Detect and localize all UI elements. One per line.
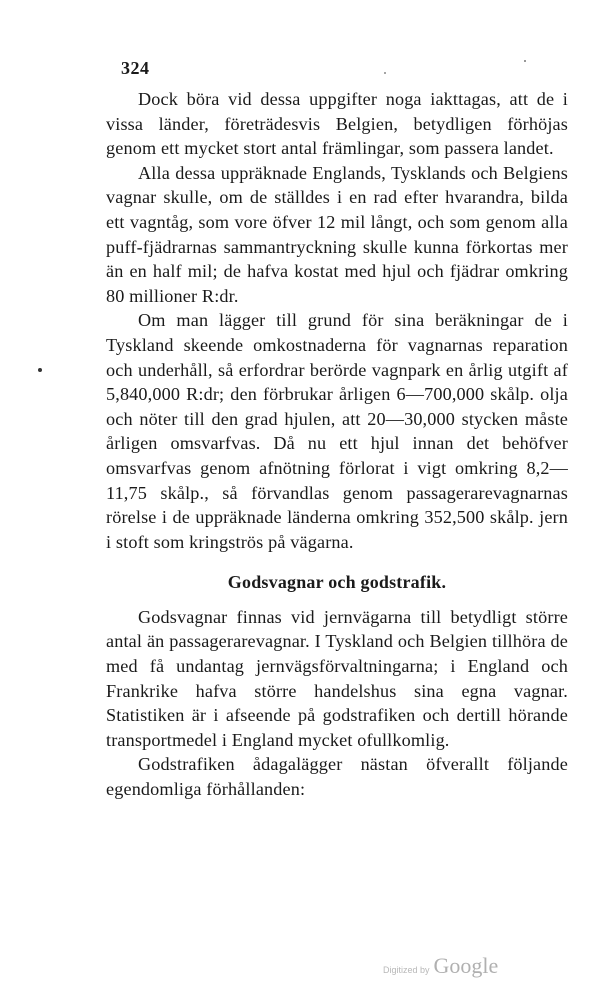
google-logo: Google bbox=[433, 953, 499, 978]
paragraph: Godsvagnar finnas vid jernvägarna till betydligt större antal än passagerarevagnar. I Tyskland och Belgien tillhöra de med få undantag jernvägsförvaltningarna; i England och Frankrike hafva större handelshus sina egna vagnar. Statistiken är i afseende på godstrafiken och dertill hörande transportmedel i England mycket ofullkomlig. bbox=[106, 606, 568, 750]
paragraph: Om man lägger till grund för sina beräkningar de i Tyskland skeende omkostnaderna för vagnarnas reparation och underhåll, så erfordrar berörde vagnpark en årlig utgift af 5,840,000 R:dr; den förbrukar årligen 6—700,000 skålp. olja och nöter till den grad hjulen, att 20—30,000 stycken måste årligen omsvarfvas. Då nu ett hjul innan det behöfver omsvarfvas genom afnötning förlorat i vigt omkring 8,2—11,75 skålp., så förvandlas genom passagerarevagnarnas rörelse i de uppräknade länderna omkring 352,500 skålp. jern i stoft som kringströs på vägarna. bbox=[106, 310, 568, 552]
margin-speck bbox=[38, 368, 42, 372]
digitization-watermark bbox=[383, 953, 498, 979]
body-text bbox=[106, 87, 568, 802]
margin-speck bbox=[524, 60, 526, 62]
section-heading: Godsvagnar och godstrafik. bbox=[227, 572, 447, 593]
margin-speck bbox=[384, 72, 386, 74]
page-number: 324 bbox=[121, 58, 150, 78]
paragraph: Dock böra vid dessa uppgifter noga iakttagas, att de i vissa länder, företrädesvis Belgien, betydligen förhöjas genom ett mycket stort antal främlingar, som passera landet. bbox=[106, 89, 568, 159]
digitized-label: Digitized by bbox=[383, 965, 430, 975]
paragraph: Godstrafiken ådagalägger nästan öfverallt följande egendomliga förhållanden: bbox=[106, 754, 568, 800]
paragraph: Alla dessa uppräknade Englands, Tysklands och Belgiens vagnar skulle, om de ställdes i en rad efter hvarandra, bilda ett vagntåg, som vore öfver 12 mil långt, och som genom alla puff-fjädrarnas sammantryckning skulle kunna förkortas mer än en half mil; de hafva kostat med hjul och fjädrar omkring 80 millioner R:dr. bbox=[106, 162, 568, 306]
